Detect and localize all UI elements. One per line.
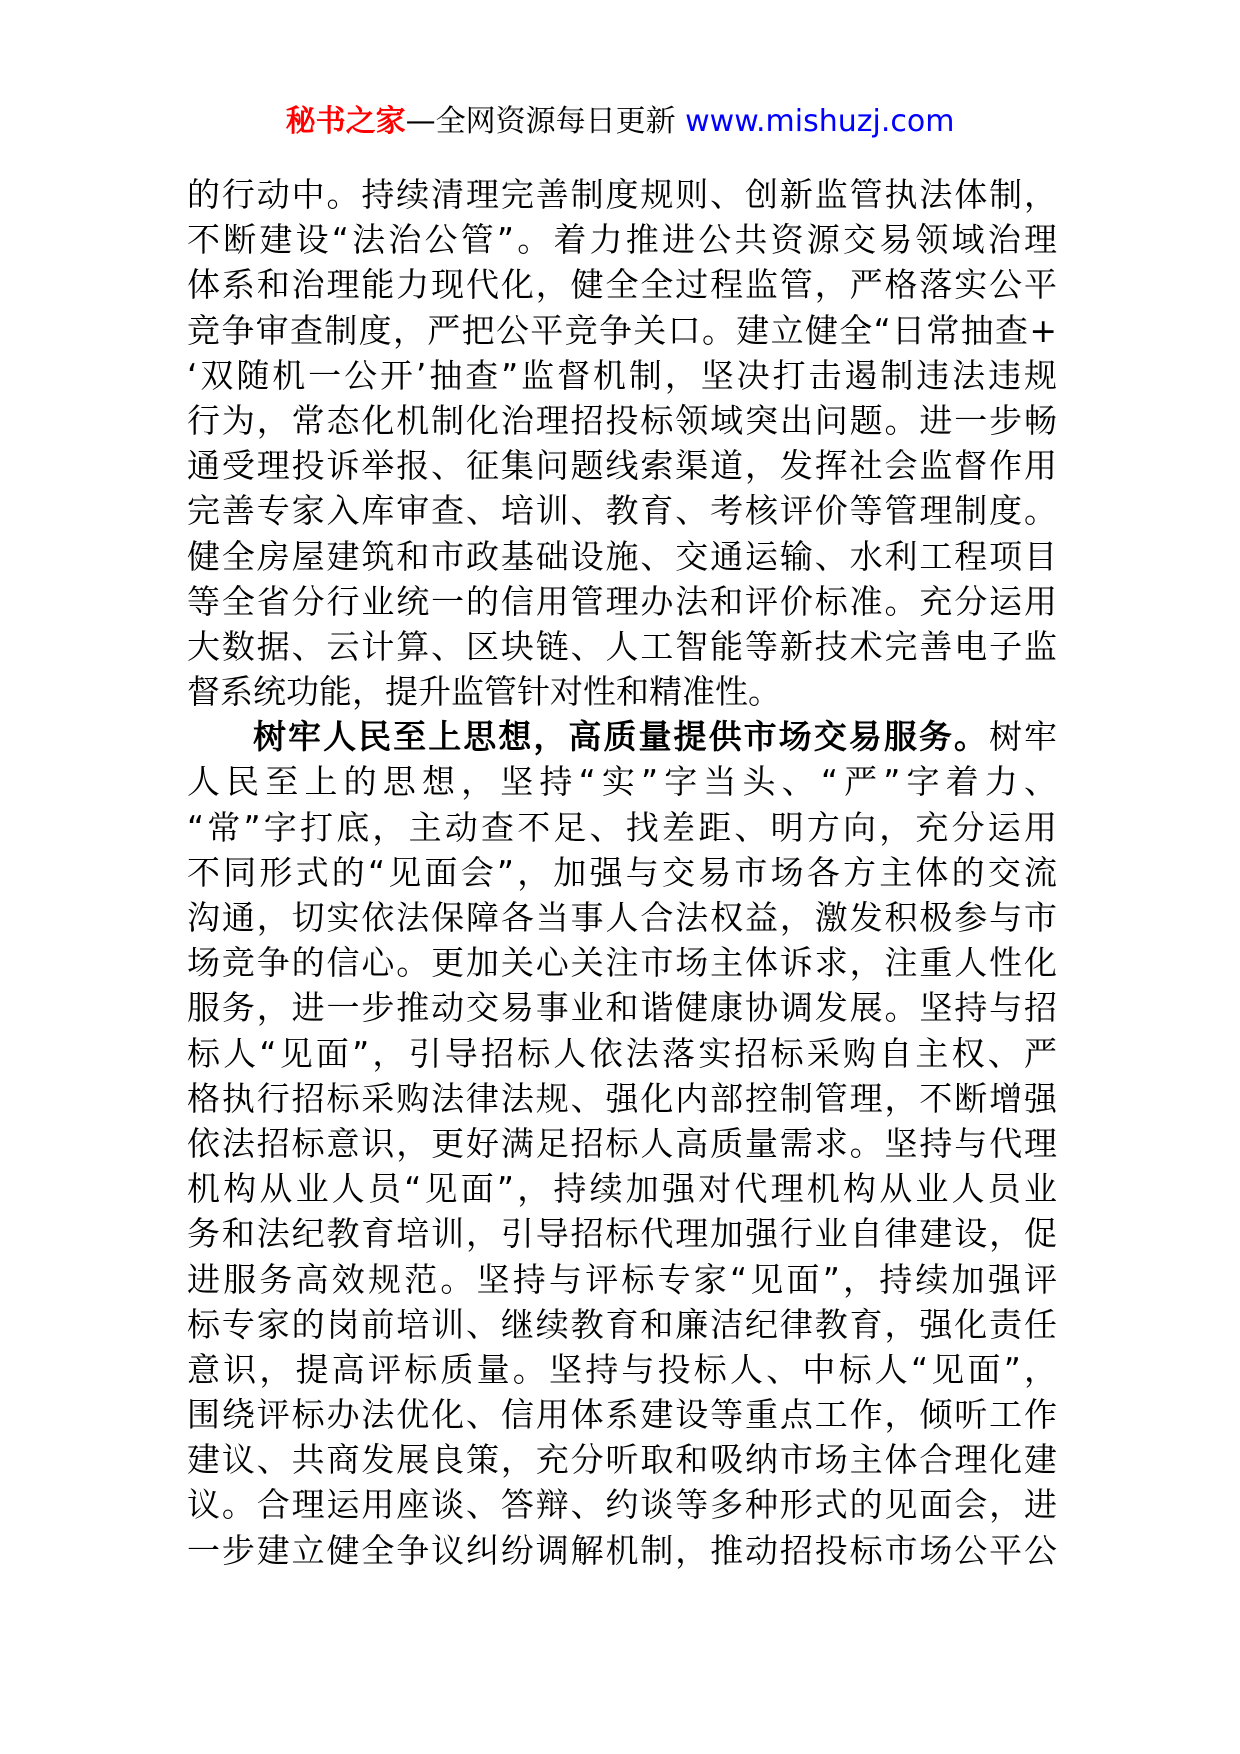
paragraph-2 [187,714,1057,1573]
text-line: 健全房屋建筑和市政基础设施、交通运输、水利工程项目 [187,536,1057,576]
text-fragment: 树牢 [988,717,1058,757]
text-line: 建议、共商发展良策，充分听取和吸纳市场主体合理化建 [187,1440,1057,1480]
brand-name: 秘书之家 [285,104,406,139]
header-tagline: —全网资源每日更新 [405,104,686,139]
text-line: 围绕评标办法优化、信用体系建设等重点工作，倾听工作 [187,1395,1057,1435]
document-header [0,100,1240,144]
text-line: 竞争审查制度，严把公平竞争关口。建立健全“日常抽查+ [187,310,1057,350]
paragraph-1 [187,172,1057,714]
text-line: 格执行招标采购法律法规、强化内部控制管理，不断增强 [187,1078,1057,1118]
text-line: 议。合理运用座谈、答辩、约谈等多种形式的见面会，进 [187,1485,1057,1525]
text-line: 通受理投诉举报、征集问题线索渠道，发挥社会监督作用 [187,446,1057,486]
text-line: 意识，提高评标质量。坚持与投标人、中标人“见面”， [187,1349,1057,1389]
text-line: 的行动中。持续清理完善制度规则、创新监管执法体制， [187,175,1057,214]
text-line: 一步建立健全争议纠纷调解机制，推动招投标市场公平公 [187,1530,1057,1570]
text-line: 人民至上的思想，坚持“实”字当头、“严”字着力、 [187,762,1057,802]
text-line: 完善专家入库审查、培训、教育、考核评价等管理制度。 [187,491,1057,531]
text-line: 等全省分行业统一的信用管理办法和评价标准。充分运用 [187,581,1057,621]
text-line: 大数据、云计算、区块链、人工智能等新技术完善电子监 [187,626,1057,666]
text-line: 督系统功能，提升监管针对性和精准性。 [187,672,781,712]
text-line: 不断建设“法治公管”。着力推进公共资源交易领域治理 [187,220,1057,260]
text-line: “常”字打底，主动查不足、找差距、明方向，充分运用 [187,807,1057,847]
text-line: 务和法纪教育培训，引导招标代理加强行业自律建设，促 [187,1214,1057,1254]
text-line: 进服务高效规范。坚持与评标专家“见面”，持续加强评 [187,1259,1057,1299]
document-body [187,172,1057,1573]
text-line: 沟通，切实依法保障各当事人合法权益，激发积极参与市 [187,898,1057,937]
text-line: 行为，常态化机制化治理招投标领域突出问题。进一步畅 [187,400,1057,440]
site-url-link[interactable]: www.mishuzj.com [685,104,955,139]
text-line: 机构从业人员“见面”，持续加强对代理机构从业人员业 [187,1169,1057,1209]
text-line: 不同形式的“见面会”，加强与交易市场各方主体的交流 [187,852,1057,892]
paragraph-2-first-line [187,714,1057,759]
text-line: 标人“见面”，引导招标人依法落实招标采购自主权、严 [187,1033,1057,1073]
section-lead-heading: 树牢人民至上思想，高质量提供市场交易服务。 [253,717,989,757]
text-line: 体系和治理能力现代化，健全全过程监管，严格落实公平 [187,265,1057,305]
text-line: 依法招标意识，更好满足招标人高质量需求。坚持与代理 [187,1123,1057,1163]
text-line: ‘双随机一公开’抽查”监督机制，坚决打击遏制违法违规 [187,355,1057,395]
text-line: 场竞争的信心。更加关心关注市场主体诉求，注重人性化 [187,943,1057,983]
text-line: 标专家的岗前培训、继续教育和廉洁纪律教育，强化责任 [187,1304,1057,1344]
text-line: 服务，进一步推动交易事业和谐健康协调发展。坚持与招 [187,988,1057,1028]
